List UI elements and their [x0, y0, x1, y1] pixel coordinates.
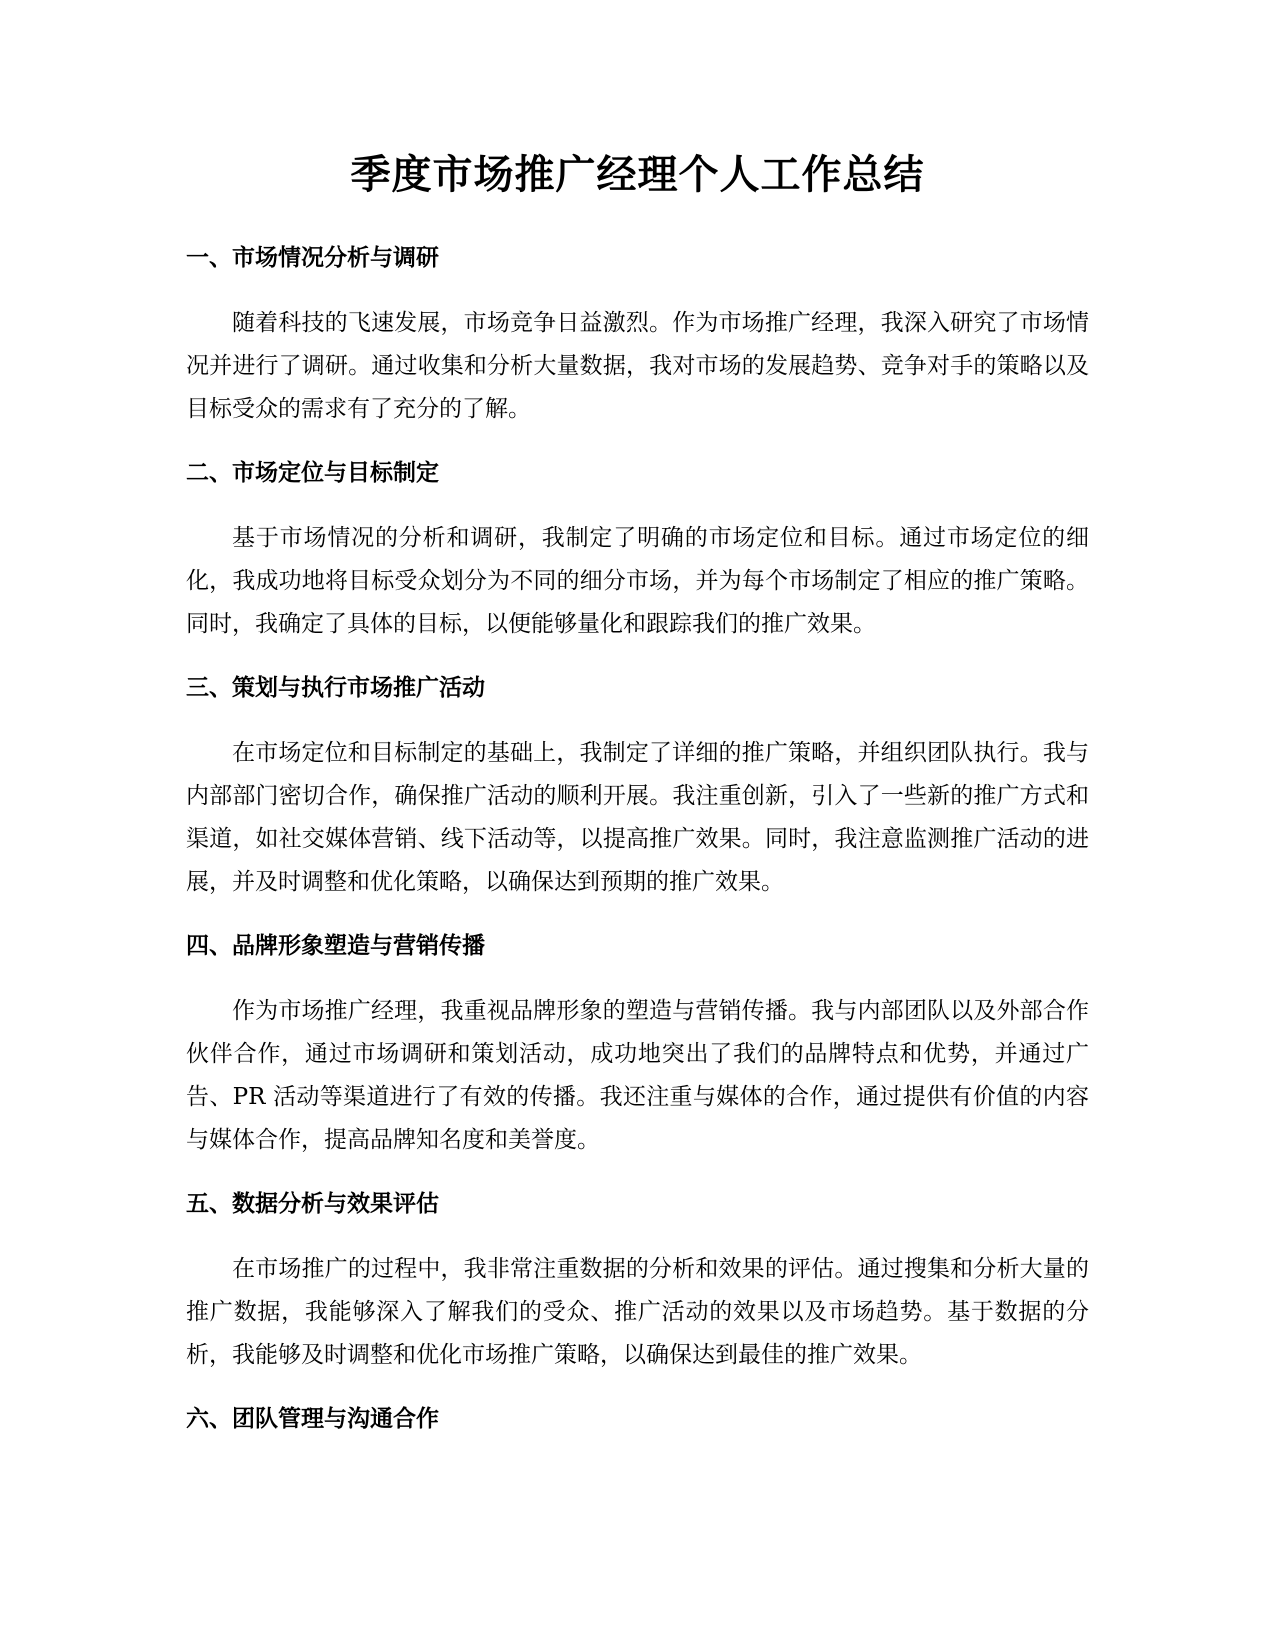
- section-6-heading: 六、团队管理与沟通合作: [186, 1406, 439, 1432]
- section-5-heading: 五、数据分析与效果评估: [186, 1191, 439, 1217]
- section-4-paragraph: 作为市场推广经理，我重视品牌形象的塑造与营销传播。我与内部团队以及外部合作伙伴合作，通过市场调研和策划活动，成功地突出了我们的品牌特点和优势，并通过广告、PR 活动等渠道进行了有效的传播。我还注重与媒体的合作，通过提供有价值的内容与媒体合作，提高品牌知名度和美誉度。: [186, 998, 1089, 1153]
- section-3-heading: 三、策划与执行市场推广活动: [186, 675, 485, 701]
- section-1-heading: 一、市场情况分析与调研: [186, 245, 439, 271]
- document-title: 季度市场推广经理个人工作总结: [350, 152, 925, 198]
- section-2-paragraph: 基于市场情况的分析和调研，我制定了明确的市场定位和目标。通过市场定位的细化，我成功地将目标受众划分为不同的细分市场，并为每个市场制定了相应的推广策略。同时，我确定了具体的目标，以便能够量化和跟踪我们的推广效果。: [186, 525, 1089, 637]
- section-1-paragraph: 随着科技的飞速发展，市场竞争日益激烈。作为市场推广经理，我深入研究了市场情况并进行了调研。通过收集和分析大量数据，我对市场的发展趋势、竞争对手的策略以及目标受众的需求有了充分的了解。: [186, 310, 1089, 422]
- section-3-paragraph: 在市场定位和目标制定的基础上，我制定了详细的推广策略，并组织团队执行。我与内部部门密切合作，确保推广活动的顺利开展。我注重创新，引入了一些新的推广方式和渠道，如社交媒体营销、线下活动等，以提高推广效果。同时，我注意监测推广活动的进展，并及时调整和优化策略，以确保达到预期的推广效果。: [186, 740, 1089, 895]
- section-5-paragraph: 在市场推广的过程中，我非常注重数据的分析和效果的评估。通过搜集和分析大量的推广数据，我能够深入了解我们的受众、推广活动的效果以及市场趋势。基于数据的分析，我能够及时调整和优化市场推广策略，以确保达到最佳的推广效果。: [186, 1256, 1089, 1368]
- section-4-heading: 四、品牌形象塑造与营销传播: [186, 933, 485, 959]
- section-2-heading: 二、市场定位与目标制定: [186, 460, 439, 486]
